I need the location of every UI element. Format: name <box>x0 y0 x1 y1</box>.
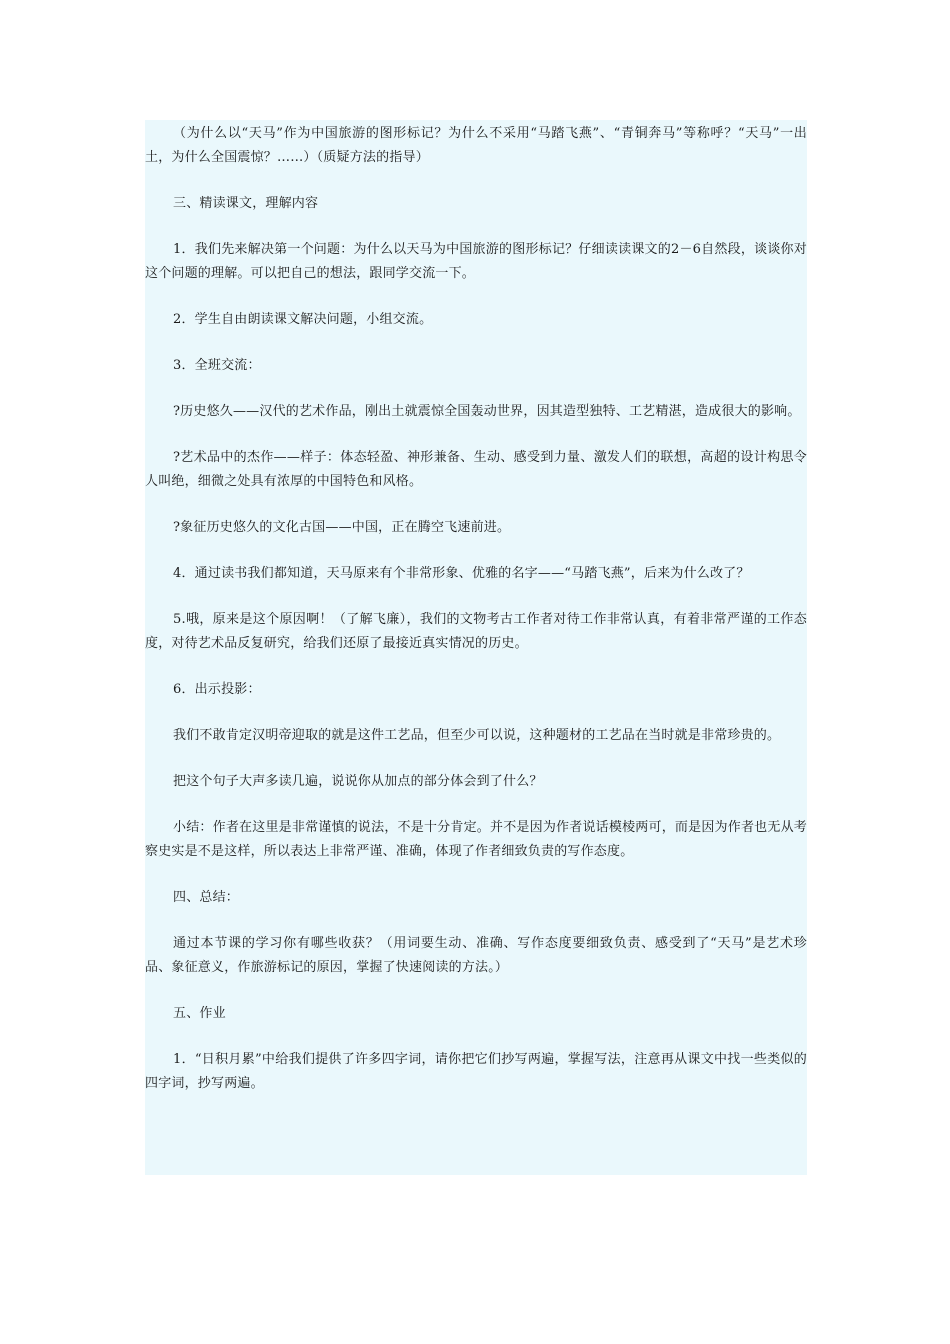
bullet-symbol: ?象征历史悠久的文化古国——中国，正在腾空飞速前进。 <box>173 520 511 535</box>
paragraph-step-5: 5.哦，原来是这个原因啊！（了解飞廉），我们的文物考古工作者对待工作非常认真，有着非常严谨的工作态度，对待艺术品反复研究，给我们还原了最接近真实情况的历史。 <box>145 612 807 651</box>
paragraph-conclusion: 通过本节课的学习你有哪些收获？（用词要生动、准确、写作态度要细致负责、感受到了“天马”是艺术珍品、象征意义，作旅游标记的原因，掌握了快速阅读的方法。） <box>145 936 807 975</box>
heading-section-five: 五、作业 <box>173 1006 226 1021</box>
heading-section-three: 三、精读课文，理解内容 <box>173 196 319 211</box>
paragraph-step-4: 4．通过读书我们都知道，天马原来有个非常形象、优雅的名字——“马踏飞燕”，后来为什么改了？ <box>173 566 750 581</box>
bullet-history: ?历史悠久——汉代的艺术作品，刚出土就震惊全国轰动世界，因其造型独特、工艺精湛，造成很大的影响。 <box>173 404 801 419</box>
paragraph-summary-note: 小结：作者在这里是非常谨慎的说法，不是十分肯定。并不是因为作者说话模棱两可，而是因为作者也无从考察史实是不是这样，所以表达上非常严谨、准确，体现了作者细致负责的写作态度。 <box>145 820 807 859</box>
paragraph-projection-text: 我们不敢肯定汉明帝迎取的就是这件工艺品，但至少可以说，这种题材的工艺品在当时就是非常珍贵的。 <box>173 728 781 743</box>
heading-section-four: 四、总结： <box>173 890 240 905</box>
paragraph-step-6: 6．出示投影： <box>173 682 261 697</box>
paragraph-step-1: 1．我们先来解决第一个问题：为什么以天马为中国旅游的图形标记？仔细读读课文的2－6自然段，谈谈你对这个问题的理解。可以把自己的想法，跟同学交流一下。 <box>145 242 807 281</box>
paragraph-homework-1: 1．“日积月累”中给我们提供了许多四字词，请你把它们抄写两遍，掌握写法，注意再从课文中找一些类似的四字词，抄写两遍。 <box>145 1052 807 1091</box>
paragraph-step-2: 2．学生自由朗读课文解决问题，小组交流。 <box>173 312 433 327</box>
bullet-masterpiece: ?艺术品中的杰作——样子：体态轻盈、神形兼备、生动、感受到力量、激发人们的联想，高超的设计构思令人叫绝，细微之处具有浓厚的中国特色和风格。 <box>145 450 807 489</box>
document-body <box>145 122 807 1096</box>
paragraph-question-guide: （为什么以“天马”作为中国旅游的图形标记？为什么不采用“马踏飞燕”、“青铜奔马”等称呼？“天马”一出土，为什么全国震惊？……）（质疑方法的指导） <box>145 126 807 165</box>
paragraph-step-3: 3．全班交流： <box>173 358 261 373</box>
paragraph-read-aloud: 把这个句子大声多读几遍，说说你从加点的部分体会到了什么？ <box>173 774 543 789</box>
